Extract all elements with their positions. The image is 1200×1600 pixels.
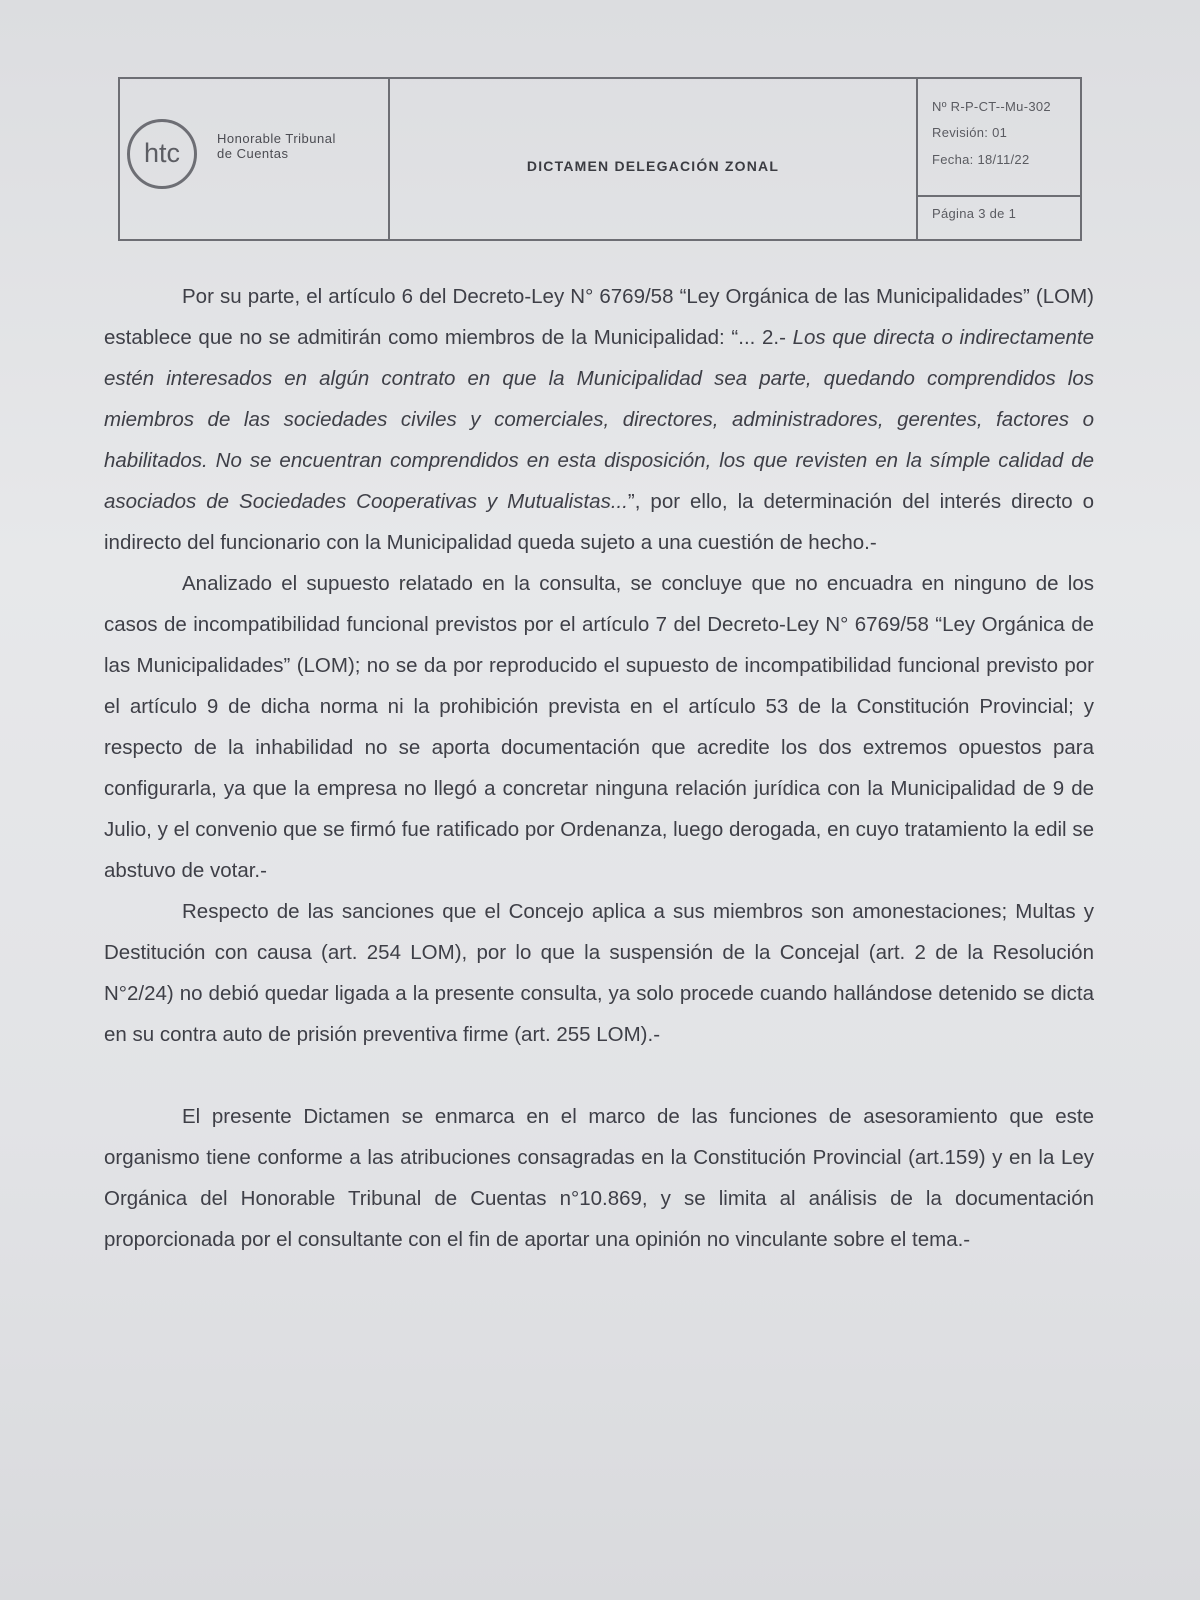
org-name-line1: Honorable Tribunal <box>217 131 336 146</box>
title-cell <box>390 79 918 239</box>
org-name <box>217 131 387 161</box>
document-header <box>118 77 1082 241</box>
paragraph-2: Analizado el supuesto relatado en la consulta, se concluye que no encuadra en ninguno de los casos de incompatibilidad funcional previstos por el artículo 7 del Decreto-Ley N° 6769/58 “Ley Orgánica de las Municipalidades” (LOM); no se da por reproducido el supuesto de incompatibilidad funcional previsto por el artículo 9 de dicha norma ni la prohibición prevista en el artículo 53 de la Constitución Provincial; y respecto de la inhabilidad no se aporta documentación que acredite los dos extremos opuestos para configurarla, ya que la empresa no llegó a concretar ninguna relación jurídica con la Municipalidad de 9 de Julio, y el convenio que se firmó fue ratificado por Ordenanza, luego derogada, en cuyo tratamiento la edil se abstuvo de votar.- <box>104 572 1094 882</box>
document-body <box>104 276 1094 1260</box>
document-title: DICTAMEN DELEGACIÓN ZONAL <box>526 158 780 174</box>
revision: Revisión: 01 <box>932 125 1008 140</box>
paragraph-3: Respecto de las sanciones que el Concejo aplica a sus miembros son amonestaciones; Multas y Destitución con causa (art. 254 LOM), por lo que la suspensión de la Concejal (art. 2 de la Resolución N°2/24) no debió quedar ligada a la presente consulta, ya solo procede cuando hallándose detenido se dicta en su contra auto de prisión preventiva firme (art. 255 LOM).- <box>104 900 1094 1046</box>
logo-cell <box>120 79 390 239</box>
logo-text: htc <box>143 137 181 168</box>
paragraph-1-quote: Los que directa o indirectamente estén interesados en algún contrato en que la Municipalidad sea parte, quedando comprendidos los miembros de las sociedades civiles y comerciales, directores, administradores, gerentes, factores o habilitados. No se encuentran comprendidos en esta disposición, los que revisten en la símple calidad de asociados de Sociedades Cooperativas y Mutualistas... <box>104 326 1094 513</box>
paragraph-1-end: ”, por ello, la determinación del interés directo o indirecto del funcionario con la Municipalidad queda sujeto a una cuestión de hecho.- <box>104 490 1094 554</box>
paragraph-4: El presente Dictamen se enmarca en el marco de las funciones de asesoramiento que este organismo tiene conforme a las atribuciones consagradas en la Constitución Provincial (art.159) y en la Ley Orgánica del Honorable Tribunal de Cuentas n°10.869, y se limita al análisis de la documentación proporcionada por el consultante con el fin de aportar una opinión no vinculante sobre el tema.- <box>104 1105 1094 1251</box>
doc-number: Nº R-P-CT--Mu-302 <box>932 99 1051 114</box>
page-number: Página 3 de 1 <box>932 206 1017 221</box>
org-name-line2: de Cuentas <box>217 146 289 161</box>
htc-logo <box>127 119 197 189</box>
paragraph-1 <box>104 276 1094 563</box>
meta-cell <box>918 79 1080 239</box>
meta-info <box>918 79 1080 197</box>
date: Fecha: 18/11/22 <box>932 152 1030 167</box>
paragraph-1-intro: Por su parte, el artículo 6 del Decreto-Ley N° 6769/58 “Ley Orgánica de las Municipalidades” (LOM) establece que no se admitirán como miembros de la Municipalidad: “... 2.- <box>104 285 1094 349</box>
